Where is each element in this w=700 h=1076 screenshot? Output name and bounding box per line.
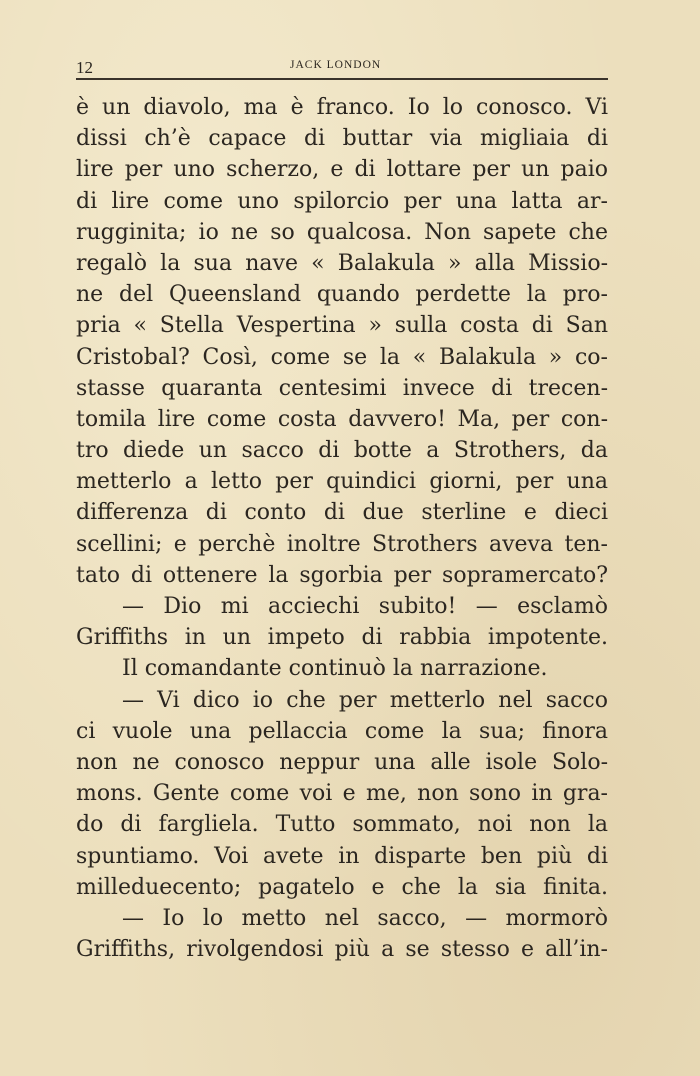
text-line: tato di ottenere la sgorbia per sopramercato? — [76, 562, 608, 588]
text-line: rugginita; io ne so qualcosa. Non sapete che — [76, 219, 608, 245]
text-line: — Io lo metto nel sacco, — mormorò — [122, 905, 608, 931]
running-title: JACK LONDON — [290, 59, 382, 71]
header-rule — [76, 78, 608, 80]
text-line: di lire come uno spilorcio per una latta ar- — [76, 188, 608, 214]
text-line: non ne conosco neppur una alle isole Solo- — [76, 749, 608, 775]
text-line: Griffiths in un impeto di rabbia impotente. — [76, 625, 608, 651]
text-line: Cristobal? Così, come se la « Balakula » co- — [76, 344, 608, 370]
text-line: — Dio mi acciechi subito! — esclamò — [122, 594, 608, 619]
text-line: è un diavolo, ma è franco. Io lo conosco. Vi — [76, 95, 608, 120]
text-line: mons. Gente come voi e me, non sono in gra- — [76, 781, 608, 807]
text-line: do di fargliela. Tutto sommato, noi non la — [76, 812, 608, 838]
text-line: stasse quaranta centesimi invece di trecen- — [76, 375, 608, 401]
text-line: metterlo a letto per quindici giorni, per una — [76, 469, 608, 495]
text-line: dissi ch’è capace di buttar via migliaia di — [76, 126, 608, 152]
text-line: regalò la sua nave « Balakula » alla Missio- — [76, 250, 608, 276]
page-header — [76, 54, 608, 80]
body-text — [76, 92, 608, 965]
text-line: milleduecento; pagatelo e che la sia finita. — [76, 874, 608, 900]
text-line: — Vi dico io che per metterlo nel sacco — [122, 687, 608, 713]
text-line: pria « Stella Vespertina » sulla costa di San — [76, 313, 608, 339]
text-line: ci vuole una pellaccia come la sua; finora — [76, 718, 608, 744]
text-line: Griffiths, rivolgendosi più a se stesso e all’in- — [76, 937, 608, 963]
text-line: tomila lire come costa davvero! Ma, per con- — [76, 406, 608, 432]
text-line: lire per uno scherzo, e di lottare per un paio — [76, 157, 608, 183]
text-line: spuntiamo. Voi avete in disparte ben più di — [76, 843, 608, 869]
text-line: scellini; e perchè inoltre Strothers aveva ten- — [76, 531, 608, 557]
text-line: differenza di conto di due sterline e dieci — [76, 500, 608, 526]
page-number: 12 — [76, 58, 93, 77]
text-line: ne del Queensland quando perdette la pro- — [76, 282, 608, 308]
text-line: tro diede un sacco di botte a Strothers, da — [76, 438, 608, 464]
text-line: Il comandante continuò la narrazione. — [122, 656, 548, 682]
